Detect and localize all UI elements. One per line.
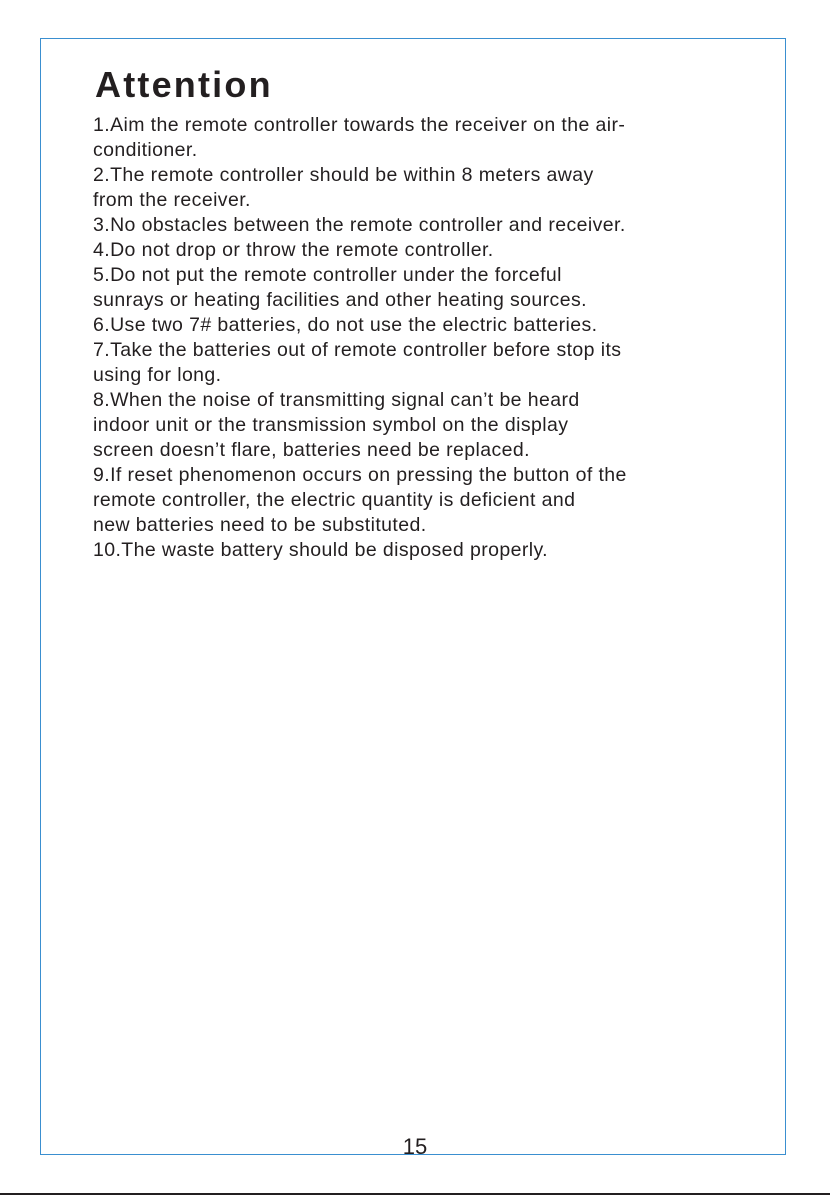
item-line: from the receiver. xyxy=(93,189,251,211)
item-line: 6.Use two 7# batteries, do not use the electric batteries. xyxy=(93,314,598,336)
item-line: indoor unit or the transmission symbol on the display xyxy=(93,414,569,436)
page-content xyxy=(93,60,753,563)
list-item xyxy=(93,213,753,238)
item-line: 9.If reset phenomenon occurs on pressing the button of the xyxy=(93,464,627,486)
item-line: new batteries need to be substituted. xyxy=(93,514,427,536)
item-line: 5.Do not put the remote controller under the forceful xyxy=(93,264,562,286)
item-line: using for long. xyxy=(93,364,222,386)
list-item xyxy=(93,263,753,313)
list-item xyxy=(93,113,753,163)
page-title: Attention xyxy=(95,64,273,105)
list-item xyxy=(93,313,753,338)
item-line: sunrays or heating facilities and other heating sources. xyxy=(93,289,587,311)
attention-list xyxy=(93,113,753,563)
item-line: 10.The waste battery should be disposed properly. xyxy=(93,539,548,561)
item-line: 3.No obstacles between the remote controller and receiver. xyxy=(93,214,626,236)
list-item xyxy=(93,388,753,463)
list-item xyxy=(93,338,753,388)
list-item xyxy=(93,463,753,538)
item-line: 1.Aim the remote controller towards the receiver on the air- xyxy=(93,114,626,136)
page-number: 15 xyxy=(402,1134,428,1159)
item-line: remote controller, the electric quantity is deficient and xyxy=(93,489,576,511)
item-line: 2.The remote controller should be within 8 meters away xyxy=(93,164,594,186)
item-line: 7.Take the batteries out of remote controller before stop its xyxy=(93,339,622,361)
item-line: 4.Do not drop or throw the remote controller. xyxy=(93,239,494,261)
item-line: 8.When the noise of transmitting signal can’t be heard xyxy=(93,389,580,411)
list-item xyxy=(93,238,753,263)
item-line: screen doesn’t flare, batteries need be replaced. xyxy=(93,439,530,461)
bottom-divider xyxy=(0,1193,830,1195)
list-item xyxy=(93,538,753,563)
list-item xyxy=(93,163,753,213)
item-line: conditioner. xyxy=(93,139,198,161)
